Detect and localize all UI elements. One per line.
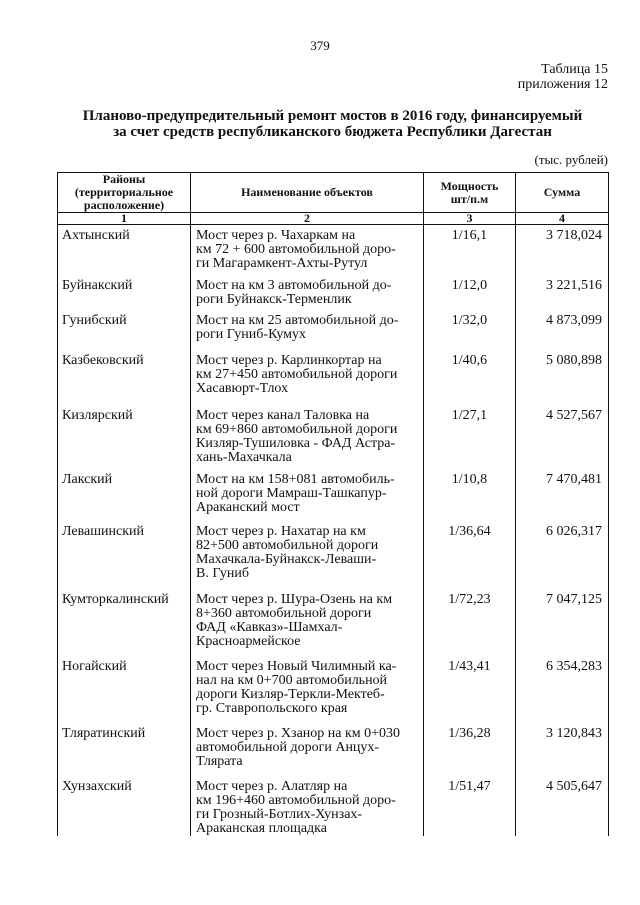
object-line: Мост через р. Алатляр на xyxy=(196,779,348,794)
object-line: роги Гуниб-Кумух xyxy=(196,327,307,342)
object-line: 8+360 автомобильной дороги xyxy=(196,606,372,621)
table-row xyxy=(58,409,609,473)
object-line: хань-Махачкала xyxy=(196,450,292,465)
sum-cell: 7 047,125 xyxy=(516,593,609,660)
table-row xyxy=(58,225,609,280)
table-row xyxy=(58,593,609,660)
sum-cell: 6 026,317 xyxy=(516,525,609,593)
capacity-cell: 1/16,1 xyxy=(424,225,516,280)
district-cell: Левашинский xyxy=(58,525,191,593)
object-line: Мост через р. Карлинкортар на xyxy=(196,353,382,368)
sum-cell: 4 527,567 xyxy=(516,409,609,473)
table-row xyxy=(58,780,609,836)
table-body xyxy=(58,225,609,837)
table-reference-line: приложения 12 xyxy=(517,77,608,92)
district-cell: Ногайский xyxy=(58,660,191,727)
object-line: Мост через р. Нахатар на км xyxy=(196,524,366,539)
header-object: Наименование объектов xyxy=(191,173,424,213)
object-cell xyxy=(191,409,424,473)
header-text: (территориальное xyxy=(74,185,174,199)
capacity-cell: 1/51,47 xyxy=(424,780,516,836)
object-cell xyxy=(191,660,424,727)
object-cell xyxy=(191,225,424,280)
object-line: Мост через канал Таловка на xyxy=(196,408,370,423)
capacity-cell: 1/36,28 xyxy=(424,727,516,780)
object-line: Мост на км 158+081 автомобиль- xyxy=(196,472,395,487)
district-cell: Буйнакский xyxy=(58,279,191,314)
capacity-cell: 1/27,1 xyxy=(424,409,516,473)
object-cell xyxy=(191,593,424,660)
object-line: 82+500 автомобильной дороги xyxy=(196,538,379,553)
object-line: км 69+860 автомобильной дороги xyxy=(196,422,398,437)
object-line: Хасавюрт-Тлох xyxy=(196,381,289,396)
object-line: Араканский мост xyxy=(196,500,300,515)
header-text: шт/п.м xyxy=(450,191,489,206)
sum-cell: 4 873,099 xyxy=(516,314,609,354)
object-line: гр. Ставропольского края xyxy=(196,701,348,716)
column-number: 2 xyxy=(191,213,424,225)
column-number: 3 xyxy=(424,213,516,225)
title-line: Планово-предупредительный ремонт мостов в 2016 году, финансируемый xyxy=(82,108,583,124)
title-line: за счет средств республиканского бюджета Республики Дагестан xyxy=(113,124,552,140)
object-line: км 196+460 автомобильной доро- xyxy=(196,793,396,808)
header-capacity xyxy=(424,173,516,213)
capacity-cell: 1/72,23 xyxy=(424,593,516,660)
object-line: автомобильной дороги Анцух- xyxy=(196,740,380,755)
table-row xyxy=(58,660,609,727)
table-row xyxy=(58,727,609,780)
district-cell: Тляратинский xyxy=(58,727,191,780)
sum-cell: 3 221,516 xyxy=(516,279,609,314)
object-line: Мост через р. Хзанор на км 0+030 xyxy=(196,726,401,741)
object-line: ги Магарамкент-Ахты-Рутул xyxy=(196,256,368,271)
capacity-cell: 1/43,41 xyxy=(424,660,516,727)
object-line: ФАД «Кавказ»-Шамхал- xyxy=(196,620,343,635)
object-cell xyxy=(191,473,424,525)
capacity-cell: 1/36,64 xyxy=(424,525,516,593)
header-sum: Сумма xyxy=(516,173,609,213)
header-district xyxy=(58,173,191,213)
object-line: Мост на км 3 автомобильной до- xyxy=(196,278,392,293)
object-line: дороги Кизляр-Теркли-Мектеб- xyxy=(196,687,385,702)
table-reference xyxy=(518,62,608,92)
object-cell xyxy=(191,314,424,354)
object-cell xyxy=(191,727,424,780)
column-number-row xyxy=(58,213,609,225)
object-line: км 72 + 600 автомобильной доро- xyxy=(196,242,396,257)
district-cell: Кумторкалинский xyxy=(58,593,191,660)
table-row xyxy=(58,473,609,525)
object-line: Красноармейское xyxy=(196,634,301,649)
header-text: Мощность xyxy=(440,178,499,193)
sum-cell: 5 080,898 xyxy=(516,354,609,409)
sum-cell: 3 718,024 xyxy=(516,225,609,280)
district-cell: Кизлярский xyxy=(58,409,191,473)
header-row xyxy=(58,173,609,213)
table-reference-line: Таблица 15 xyxy=(541,62,608,77)
table-row xyxy=(58,525,609,593)
object-line: Тлярата xyxy=(196,754,243,769)
table-row xyxy=(58,279,609,314)
object-line: ги Грозный-Ботлих-Хунзах- xyxy=(196,807,363,822)
document-title xyxy=(60,108,605,140)
object-cell xyxy=(191,525,424,593)
units-note: (тыс. рублей) xyxy=(534,152,608,167)
district-cell: Казбековский xyxy=(58,354,191,409)
object-line: роги Буйнакск-Терменлик xyxy=(196,292,352,307)
sum-cell: 3 120,843 xyxy=(516,727,609,780)
object-line: Мост на км 25 автомобильной до- xyxy=(196,313,399,328)
sum-cell: 4 505,647 xyxy=(516,780,609,836)
capacity-cell: 1/32,0 xyxy=(424,314,516,354)
object-line: км 27+450 автомобильной дороги xyxy=(196,367,398,382)
sum-cell: 7 470,481 xyxy=(516,473,609,525)
table-row xyxy=(58,314,609,354)
header-text: расположение) xyxy=(83,198,165,212)
table-row xyxy=(58,354,609,409)
object-line: В. Гуниб xyxy=(196,566,250,581)
page-number: 379 xyxy=(310,38,330,53)
object-line: Араканская площадка xyxy=(196,821,327,836)
sum-cell: 6 354,283 xyxy=(516,660,609,727)
object-line: Мост через Новый Чилимный ка- xyxy=(196,659,397,674)
object-line: Махачкала-Буйнакск-Леваши- xyxy=(196,552,377,567)
object-line: Мост через р. Чахаркам на xyxy=(196,228,356,243)
object-line: Мост через р. Шура-Озень на км xyxy=(196,592,393,607)
column-number: 4 xyxy=(516,213,609,225)
capacity-cell: 1/40,6 xyxy=(424,354,516,409)
capacity-cell: 1/12,0 xyxy=(424,279,516,314)
object-cell xyxy=(191,780,424,836)
column-number: 1 xyxy=(58,213,191,225)
object-line: Кизляр-Тушиловка - ФАД Астра- xyxy=(196,436,396,451)
district-cell: Гунибский xyxy=(58,314,191,354)
object-line: ной дороги Мамраш-Ташкапур- xyxy=(196,486,387,501)
district-cell: Хунзахский xyxy=(58,780,191,836)
capacity-cell: 1/10,8 xyxy=(424,473,516,525)
object-cell xyxy=(191,354,424,409)
district-cell: Лакский xyxy=(58,473,191,525)
object-cell xyxy=(191,279,424,314)
object-line: нал на км 0+700 автомобильной xyxy=(196,673,388,688)
district-cell: Ахтынский xyxy=(58,225,191,280)
bridges-table xyxy=(57,172,609,836)
header-text: Районы xyxy=(102,172,146,186)
